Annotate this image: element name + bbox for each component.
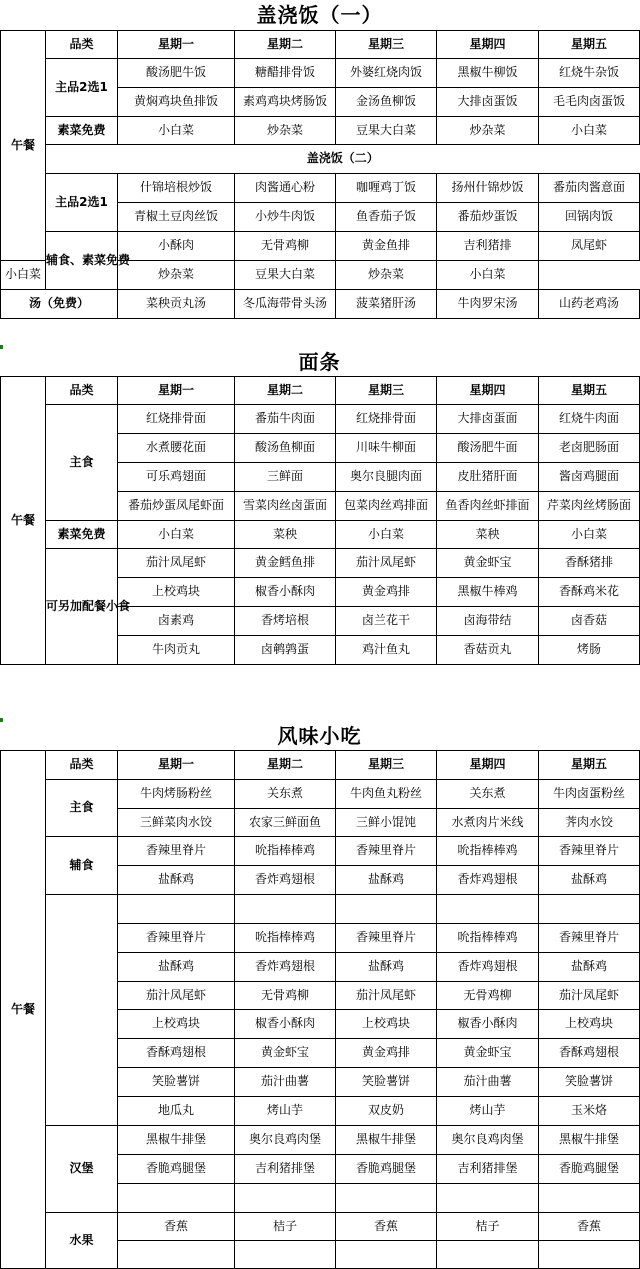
- menu-cell: 上校鸡块: [118, 578, 235, 607]
- menu-cell: 黑椒牛棒鸡: [437, 578, 539, 607]
- header-cell: 品类: [46, 31, 118, 59]
- menu-cell: 凤尾虾: [539, 232, 640, 261]
- menu-cell: 地瓜丸: [118, 1097, 235, 1126]
- menu-cell: 炒杂菜: [118, 261, 235, 290]
- header-cell: 星期一: [118, 31, 235, 59]
- menu-cell: 卤海带结: [437, 607, 539, 636]
- header-row: [1, 751, 640, 780]
- menu-cell: 三鲜小馄饨: [336, 809, 437, 837]
- menu-cell: 香酥鸡米花: [539, 578, 640, 607]
- menu-cell: 金汤鱼柳饭: [336, 88, 437, 117]
- header-cell: 品类: [46, 751, 118, 780]
- menu-cell: 小白菜: [539, 117, 640, 145]
- category-label: 主食: [46, 405, 118, 521]
- menu-cell: 吮指棒棒鸡: [235, 924, 336, 953]
- menu-cell: 菜秧: [437, 521, 539, 549]
- menu-cell: 回锅肉饭: [539, 203, 640, 232]
- menu-cell: [118, 895, 235, 924]
- menu-cell: 玉米烙: [539, 1097, 640, 1126]
- spacer: [0, 319, 639, 349]
- menu-cell: [235, 1184, 336, 1213]
- category-label: 主品2选1: [46, 174, 118, 232]
- menu-cell: 炒杂菜: [235, 117, 336, 145]
- menu-cell: 吉利猪排堡: [235, 1155, 336, 1184]
- corner-mark: [0, 718, 3, 722]
- menu-cell: 无骨鸡柳: [235, 982, 336, 1010]
- menu-cell: 红烧排骨面: [118, 405, 235, 434]
- menu-cell: 老卤肥肠面: [539, 434, 640, 463]
- category-label: 素菜免费: [46, 521, 118, 549]
- menu-cell: 茄汁凤尾虾: [118, 982, 235, 1010]
- subtitle-row: [1, 145, 640, 174]
- header-cell: 星期四: [437, 751, 539, 780]
- section-title-noodle: 面条: [298, 350, 341, 374]
- menu-cell: 外婆红烧肉饭: [336, 59, 437, 88]
- menu-cell: 关东煮: [437, 780, 539, 809]
- table-row: [1, 1213, 640, 1241]
- menu-cell: 小白菜: [1, 261, 46, 290]
- menu-cell: 炒杂菜: [336, 261, 437, 290]
- meal-label: 午餐: [1, 751, 46, 1269]
- menu-cell: 茄汁曲薯: [437, 1068, 539, 1097]
- menu-cell: 茄汁凤尾虾: [539, 982, 640, 1010]
- menu-cell: 卤香菇: [539, 607, 640, 636]
- menu-cell: 烤山芋: [235, 1097, 336, 1126]
- section-title-snack: 风味小吃: [277, 724, 362, 748]
- category-label-empty: [46, 895, 118, 1126]
- menu-cell: 酸汤肥牛饭: [118, 59, 235, 88]
- menu-cell: 香蕉: [336, 1213, 437, 1241]
- header-row: [1, 377, 640, 405]
- menu-cell: 黄金鸡排: [336, 578, 437, 607]
- menu-cell: 小白菜: [118, 117, 235, 145]
- header-cell: 星期五: [539, 377, 640, 405]
- menu-cell: 小炒牛肉饭: [235, 203, 336, 232]
- menu-cell: 牛肉烤肠粉丝: [118, 780, 235, 809]
- category-label: 辅食、素菜免费: [46, 232, 118, 290]
- menu-cell: 素鸡鸡块烤肠饭: [235, 88, 336, 117]
- menu-cell: 黄金鱼排: [336, 232, 437, 261]
- menu-cell: 豆果大白菜: [235, 261, 336, 290]
- menu-cell: 水煮腰花面: [118, 434, 235, 463]
- menu-cell: 茄汁凤尾虾: [118, 549, 235, 578]
- header-cell: 星期四: [437, 31, 539, 59]
- menu-cell: 香菇贡丸: [437, 636, 539, 665]
- menu-cell: 香蕉: [539, 1213, 640, 1241]
- menu-cell: [118, 1184, 235, 1213]
- menu-cell: 桔子: [235, 1213, 336, 1241]
- menu-cell: 农家三鲜面鱼: [235, 809, 336, 837]
- menu-cell: 上校鸡块: [539, 1010, 640, 1039]
- table-gai: [0, 30, 640, 319]
- table-snack: [0, 750, 640, 1269]
- category-label: 主食: [46, 780, 118, 837]
- menu-cell: 大排卤蛋饭: [437, 88, 539, 117]
- menu-cell: 香辣里脊片: [539, 837, 640, 866]
- menu-cell: 红烧牛肉面: [539, 405, 640, 434]
- menu-cell: 茄汁凤尾虾: [336, 549, 437, 578]
- menu-cell: 香蕉: [118, 1213, 235, 1241]
- menu-cell: 香脆鸡腿堡: [539, 1155, 640, 1184]
- section-title-gai2: 盖浇饭（二）: [46, 145, 640, 174]
- menu-cell: 上校鸡块: [336, 1010, 437, 1039]
- menu-cell: 毛毛肉卤蛋饭: [539, 88, 640, 117]
- menu-cell: 水煮肉片米线: [437, 809, 539, 837]
- menu-cell: 盐酥鸡: [336, 953, 437, 982]
- menu-cell: 香辣里脊片: [539, 924, 640, 953]
- menu-cell: 双皮奶: [336, 1097, 437, 1126]
- menu-cell: 椒香小酥肉: [235, 1010, 336, 1039]
- menu-cell: 香酥猪排: [539, 549, 640, 578]
- menu-cell: 牛肉卤蛋粉丝: [539, 780, 640, 809]
- menu-cell: 小酥肉: [118, 232, 235, 261]
- header-cell: 星期二: [235, 751, 336, 780]
- menu-cell: 菜秧贡丸汤: [118, 290, 235, 319]
- menu-cell: 牛肉贡丸: [118, 636, 235, 665]
- menu-cell: 炒杂菜: [437, 117, 539, 145]
- header-cell: 星期五: [539, 31, 640, 59]
- category-label: 素菜免费: [46, 117, 118, 145]
- header-cell: 星期二: [235, 31, 336, 59]
- header-cell: 星期三: [336, 31, 437, 59]
- menu-cell: 香酥鸡翅根: [118, 1039, 235, 1068]
- menu-cell: 卤鹌鹑蛋: [235, 636, 336, 665]
- menu-cell: [437, 1241, 539, 1269]
- menu-cell: 椒香小酥肉: [437, 1010, 539, 1039]
- menu-cell: 鸡汁鱼丸: [336, 636, 437, 665]
- table-row: [1, 59, 640, 88]
- header-cell: 星期一: [118, 751, 235, 780]
- menu-cell: 黄金鸡排: [336, 1039, 437, 1068]
- category-label: 主品2选1: [46, 59, 118, 117]
- menu-cell: 卤素鸡: [118, 607, 235, 636]
- menu-cell: 黄金鳕鱼排: [235, 549, 336, 578]
- menu-cell: [336, 895, 437, 924]
- header-cell: 星期一: [118, 377, 235, 405]
- menu-cell: 香炸鸡翅根: [437, 866, 539, 895]
- menu-cell: 鱼香肉丝虾排面: [437, 492, 539, 521]
- menu-cell: [437, 895, 539, 924]
- header-cell: 星期三: [336, 377, 437, 405]
- table-row: [1, 521, 640, 549]
- menu-cell: 番茄牛肉面: [235, 405, 336, 434]
- menu-cell: 香炸鸡翅根: [235, 866, 336, 895]
- menu-cell: 小白菜: [539, 521, 640, 549]
- menu-cell: 吮指棒棒鸡: [437, 924, 539, 953]
- menu-cell: 黄金虾宝: [437, 549, 539, 578]
- menu-cell: 黄金虾宝: [235, 1039, 336, 1068]
- menu-cell: 三鲜菜肉水饺: [118, 809, 235, 837]
- meal-label: 午餐: [1, 31, 46, 261]
- header-cell: 星期三: [336, 751, 437, 780]
- menu-cell: 菠菜猪肝汤: [336, 290, 437, 319]
- menu-cell: 可乐鸡翅面: [118, 463, 235, 492]
- menu-cell: 奥尔良鸡肉堡: [437, 1126, 539, 1155]
- table-row: [1, 290, 640, 319]
- menu-cell: 香辣里脊片: [336, 837, 437, 866]
- table-row: [1, 174, 640, 203]
- menu-cell: 酸汤鱼柳面: [235, 434, 336, 463]
- menu-cell: 香辣里脊片: [118, 837, 235, 866]
- menu-cell: 皮肚猪肝面: [437, 463, 539, 492]
- menu-cell: 咖喱鸡丁饭: [336, 174, 437, 203]
- menu-cell: 豆果大白菜: [336, 117, 437, 145]
- menu-cell: 青椒土豆肉丝饭: [118, 203, 235, 232]
- menu-cell: 山药老鸡汤: [539, 290, 640, 319]
- menu-cell: [539, 1184, 640, 1213]
- table-row: [1, 549, 640, 578]
- table-row: [1, 895, 640, 924]
- menu-cell: 香脆鸡腿堡: [118, 1155, 235, 1184]
- spacer: [0, 665, 639, 722]
- menu-cell: 黑椒牛排堡: [118, 1126, 235, 1155]
- menu-cell: 香酥鸡翅根: [539, 1039, 640, 1068]
- menu-cell: 什锦培根炒饭: [118, 174, 235, 203]
- category-label: 汤（免费）: [1, 290, 118, 319]
- menu-cell: 上校鸡块: [118, 1010, 235, 1039]
- header-row: [1, 31, 640, 59]
- menu-cell: 吉利猪排: [437, 232, 539, 261]
- category-label: 汉堡: [46, 1126, 118, 1213]
- menu-cell: 酸汤肥牛面: [437, 434, 539, 463]
- menu-cell: 关东煮: [235, 780, 336, 809]
- menu-cell: 黄焖鸡块鱼排饭: [118, 88, 235, 117]
- table-row: [1, 232, 640, 261]
- category-label: 可另加配餐小食: [46, 549, 118, 665]
- menu-cell: 冬瓜海带骨头汤: [235, 290, 336, 319]
- menu-cell: [235, 895, 336, 924]
- menu-cell: 椒香小酥肉: [235, 578, 336, 607]
- menu-cell: 黑椒牛排堡: [539, 1126, 640, 1155]
- table-row: [1, 837, 640, 866]
- menu-cell: 鱼香茄子饭: [336, 203, 437, 232]
- menu-cell: 小白菜: [118, 521, 235, 549]
- menu-cell: 盐酥鸡: [336, 866, 437, 895]
- header-cell: 品类: [46, 377, 118, 405]
- header-cell: 星期二: [235, 377, 336, 405]
- menu-cell: 番茄炒蛋饭: [437, 203, 539, 232]
- menu-cell: 酱卤鸡腿面: [539, 463, 640, 492]
- menu-cell: 烤肠: [539, 636, 640, 665]
- menu-cell: 黑椒牛柳饭: [437, 59, 539, 88]
- menu-cell: 川味牛柳面: [336, 434, 437, 463]
- menu-cell: 包菜肉丝鸡排面: [336, 492, 437, 521]
- menu-cell: [539, 895, 640, 924]
- menu-cell: 小白菜: [437, 261, 539, 290]
- menu-cell: 盐酥鸡: [539, 866, 640, 895]
- menu-cell: 笑脸薯饼: [539, 1068, 640, 1097]
- menu-cell: 香炸鸡翅根: [235, 953, 336, 982]
- menu-cell: [539, 1241, 640, 1269]
- menu-cell: 笑脸薯饼: [336, 1068, 437, 1097]
- menu-cell: 番茄炒蛋凤尾虾面: [118, 492, 235, 521]
- menu-cell: 番茄肉酱意面: [539, 174, 640, 203]
- menu-cell: 黑椒牛排堡: [336, 1126, 437, 1155]
- table-row: [1, 405, 640, 434]
- menu-cell: 吮指棒棒鸡: [235, 837, 336, 866]
- menu-cell: 大排卤蛋面: [437, 405, 539, 434]
- menu-cell: 盐酥鸡: [118, 953, 235, 982]
- menu-cell: [336, 1241, 437, 1269]
- menu-cell: 桔子: [437, 1213, 539, 1241]
- menu-cell: 笑脸薯饼: [118, 1068, 235, 1097]
- menu-cell: 荠肉水饺: [539, 809, 640, 837]
- menu-cell: 红烧排骨面: [336, 405, 437, 434]
- menu-cell: 牛肉鱼丸粉丝: [336, 780, 437, 809]
- table-row: [1, 117, 640, 145]
- category-label: 辅食: [46, 837, 118, 895]
- corner-mark: [0, 345, 3, 349]
- menu-cell: 卤兰花干: [336, 607, 437, 636]
- category-label: 水果: [46, 1213, 118, 1269]
- menu-cell: 牛肉罗宋汤: [437, 290, 539, 319]
- menu-cell: 吉利猪排堡: [437, 1155, 539, 1184]
- menu-cell: 香烤培根: [235, 607, 336, 636]
- menu-cell: 黄金虾宝: [437, 1039, 539, 1068]
- menu-cell: 无骨鸡柳: [235, 232, 336, 261]
- menu-cell: 小白菜: [336, 521, 437, 549]
- table-row: [1, 780, 640, 809]
- table-row: [1, 1126, 640, 1155]
- menu-cell: 雪菜肉丝卤蛋面: [235, 492, 336, 521]
- menu-cell: 三鲜面: [235, 463, 336, 492]
- menu-cell: 茄汁曲薯: [235, 1068, 336, 1097]
- menu-cell: 茄汁凤尾虾: [336, 982, 437, 1010]
- menu-cell: 盐酥鸡: [118, 866, 235, 895]
- menu-cell: 扬州什锦炒饭: [437, 174, 539, 203]
- header-cell: 星期四: [437, 377, 539, 405]
- menu-cell: 香辣里脊片: [336, 924, 437, 953]
- menu-cell: 奥尔良腿肉面: [336, 463, 437, 492]
- menu-cell: 香炸鸡翅根: [437, 953, 539, 982]
- menu-cell: 烤山芋: [437, 1097, 539, 1126]
- menu-cell: 菜秧: [235, 521, 336, 549]
- menu-cell: 无骨鸡柳: [437, 982, 539, 1010]
- meal-label: 午餐: [1, 377, 46, 665]
- menu-cell: [235, 1241, 336, 1269]
- menu-cell: [336, 1184, 437, 1213]
- menu-cell: [437, 1184, 539, 1213]
- menu-cell: 芹菜肉丝烤肠面: [539, 492, 640, 521]
- menu-cell: 糖醋排骨饭: [235, 59, 336, 88]
- menu-cell: 肉酱通心粉: [235, 174, 336, 203]
- menu-cell: 奥尔良鸡肉堡: [235, 1126, 336, 1155]
- header-cell: 星期五: [539, 751, 640, 780]
- menu-cell: [118, 1241, 235, 1269]
- menu-cell: 盐酥鸡: [539, 953, 640, 982]
- table-noodle: [0, 376, 640, 665]
- menu-cell: 吮指棒棒鸡: [437, 837, 539, 866]
- menu-cell: 香脆鸡腿堡: [336, 1155, 437, 1184]
- section-title-gai1: 盖浇饭（一）: [256, 3, 383, 27]
- menu-cell: 香辣里脊片: [118, 924, 235, 953]
- menu-cell: 红烧牛杂饭: [539, 59, 640, 88]
